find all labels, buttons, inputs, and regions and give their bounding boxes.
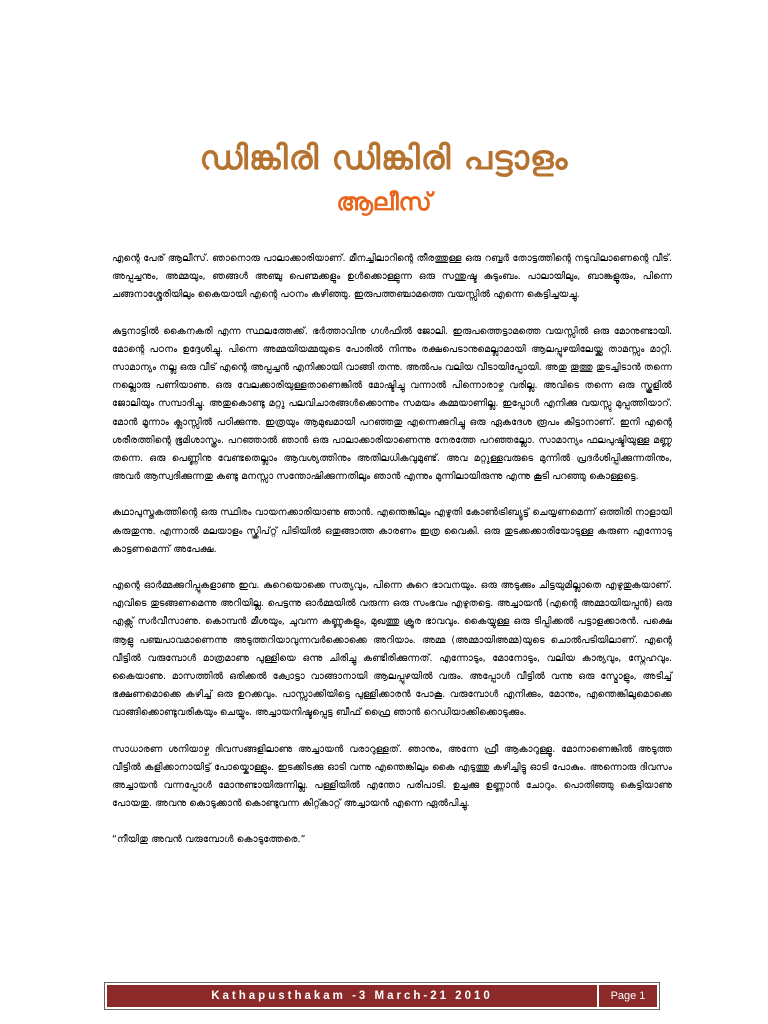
author-name: ആലീസ് bbox=[336, 188, 432, 216]
paragraph: സാധാരണ ശനിയാഴ്ച ദിവസങ്ങളിലാണു അച്ചായൻ വരാറുള്ളത്. ഞാനും, അന്നേ ഫ്രീ ആകാറുള്ളൂ. മോനാണെങ്കിൽ അടുത്ത വീട്ടിൽ കളിക്കാനായിട്ട് പോയ്കൊള്ളും. ഇടക്കിടക്കു ഓടി വന്നു എന്തെങ്കിലും കൈ എടുത്തു കഴിച്ചിട്ടു ഓടി പോകും. അന്നൊരു ദിവസം അച്ചായൻ വന്നപ്പോൾ മോനുണ്ടായിരുന്നില്ല. പള്ളിയിൽ എന്തോ പരിപാടി. ഉച്ചക്കു ഉണ്ണാൻ ചോറും. പൊതിഞ്ഞു കെട്ടിയാണു പോയതു. അവനു കൊടുക്കാൻ കൊണ്ടുവന്ന കിറ്റ്കാറ്റ് അച്ചായൻ എന്നെ ഏൽപിച്ചു. bbox=[112, 743, 672, 810]
dialogue-quote: “നീയിതു അവൻ വരുമ്പോൾ കൊടുത്തേരെ.” bbox=[112, 834, 306, 846]
paragraph: കഥാപുസ്തകത്തിന്റെ ഒരു സ്ഥിരം വായനക്കാരിയാണു ഞാൻ. എന്തെങ്കിലും എഴുതി കോൺട്രിബ്യൂട്ട് ചെയ്യണമെന്ന് ഒത്തിരി നാളായി കരുതുന്നു. എന്നാൽ മലയാളം സ്ക്രിപ്റ്റ് പിടിയിൽ ഒതുങ്ങാത്ത കാരണം ഇത്ര വൈകി. ഒരു തുടക്കക്കാരിയോടുള്ള കരുണ എന്നോടു കാട്ടണമെന്ന് അപേക്ഷ. bbox=[112, 507, 672, 555]
paragraph: എന്റെ പേര് ആലീസ്. ഞാനൊരു പാലാക്കാരിയാണ്. മീനച്ചിലാറിന്റെ തീരത്തുള്ള ഒരു റബ്ബർ തോട്ടത്തിന്റെ നടുവിലാണെന്റെ വീട്. അപ്പച്ചനും, അമ്മയും, ഞങ്ങൾ അഞ്ചു പെണ്മക്കളും ഉൾക്കൊള്ളുന്ന ഒരു സന്തുഷ്ട കുടുംബം. പാലായിലും, ബാങ്കളൂരും, പിന്നെ ചങ്ങനാശ്ശേരിയിലും കൈയായി എന്റെ പഠനം കഴിഞ്ഞു. ഇരുപത്തഞ്ചാമത്തെ വയസ്സിൽ എന്നെ കെട്ടിച്ചയച്ചു. bbox=[112, 253, 672, 301]
page-number: Page 1 bbox=[597, 985, 657, 1007]
publication-label: Kathapusthakam -3 March-21 2010 bbox=[107, 985, 597, 1007]
story-title: ഡിങ്കിരി ഡിങ്കിരി പട്ടാളം bbox=[199, 138, 569, 177]
page-footer bbox=[104, 982, 660, 1010]
paragraph: കുട്ടനാട്ടിൽ കൈനകരി എന്ന സ്ഥലത്തേക്ക്. ഭർത്താവിനു ഗൾഫിൽ ജോലി. ഇരുപത്തെട്ടാമത്തെ വയസ്സിൽ ഒരു മോനുണ്ടായി. മോന്റെ പഠനം ഉദ്ദേശിച്ചു. പിന്നെ അമ്മയിയമ്മയുടെ പോരിൽ നിന്നും രക്ഷപെടാനുമെല്ലാമായി ആലപ്പുഴയിലേയ്ക്കു താമസ്സം മാറ്റി. സാമാന്യം നല്ല ഒരു വീട് എന്റെ അപ്പച്ചൻ എനിക്കായി വാങ്ങി തന്നു. അൽപം വലിയ വീടായിപ്പോയി. അതു തൂത്തു തുടച്ചിടാൻ തന്നെ നല്ലൊരു പണിയാണു. ഒരു വേലക്കാരിയുള്ളതാണെങ്കിൽ മോഷ്ടിച്ചു വന്നാൽ പിന്നൊരാഴ്ച വരില്ല. അവിടെ തന്നെ ഒരു സ്കൂളിൽ ജോലിയും സമ്പാദിച്ചു. അതുകൊണ്ടു മറ്റു പലവിചാരങ്ങൾക്കൊന്നും സമയം കമ്മയാണില്ല. ഇപ്പോൾ എനിക്കു വയസ്സു മുപ്പത്തിയാറ്. മോൻ മൂന്നാം ക്ലാസ്സിൽ പഠിക്കുന്നു. ഇത്രയും ആമുഖമായി പറഞ്ഞതു എന്നെക്കുറിച്ചു ഒരു ഏകദേശ രൂപം കിട്ടാനാണ്. ഇനി എന്റെ ശരീരത്തിന്റെ ഭൂമിശാസ്ത്രം. പറഞ്ഞാൽ ഞാൻ ഒരു പാലാക്കാരിയാണെന്നു നേരത്തേ പറഞ്ഞല്ലോ. സാമാന്യം ഫലപുഷ്ടിയുള്ള മണ്ണു തന്നെ. ഒരു പെണ്ണിനു വേണ്ടതെല്ലാം ആവശ്യത്തിനും അതിലധികവുമുണ്ട്. അവ മറ്റുള്ളവരുടെ മുന്നിൽ പ്രദർശിപ്പിക്കുന്നതിനും, അവർ ആസ്വദിക്കുന്നതു കണ്ടു മനസ്സാ സന്തോഷിക്കുന്നതിലും ഞാൻ എന്നും മുന്നിലായിരുന്നു എന്നു കൂടി പറഞ്ഞു കൊള്ളട്ടെ. bbox=[112, 325, 672, 483]
paragraph: എന്റെ ഓർമ്മക്കുറിപ്പുകളാണു ഇവ. കുറെയൊക്കെ സത്യവും, പിന്നെ കുറെ ഭാവനയും. ഒരു അടുക്കും ചിട്ടയുമില്ലാതെ എഴുതുകയാണ്. എവിടെ തുടങ്ങണമെന്നു അറിയില്ല. പെട്ടന്നു ഓർമ്മയിൽ വരുന്ന ഒരു സംഭവം എഴുതട്ടെ. അച്ചായൻ (എന്റെ അമ്മായിയപ്പൻ) ഒരു എക്സ് സർവീസാണു. കൊമ്പൻ മീശയും, ചുവന്ന കണ്ണുകളും, മുഖത്തു ക്രൂര ഭാവവും. കൈയ്യുള്ള ഒരു ടിപ്പിക്കൽ പട്ടാളക്കാരൻ. പക്ഷെ ആളു പഞ്ചപാവമാണെന്നു അടുത്തറിയാവുന്നവർക്കൊക്കെ അറിയാം. അമ്മ (അമ്മായിഅമ്മ)യുടെ ചൊൽപടിയിലാണ്. എന്റെ വീട്ടിൽ വരുമ്പോൾ മാത്രമാണു പുള്ളിയെ ഒന്നു ചിരിച്ചു കണ്ടിരിക്കുന്നത്. എന്നോടും, മോനോടും, വലിയ കാര്യവും, സ്നേഹവും. കൈയാണു. മാസത്തിൽ ഒരിക്കൽ ക്വോട്ടാ വാങ്ങാനായി ആലപ്പുഴയിൽ വരും. അപ്പോൾ വീട്ടിൽ വന്നു ഒരു സ്മോളും, അടിച്ച് ഭക്ഷണമൊക്കെ കഴിച്ച് ഒരു ഉറക്കവും. പാസ്സാക്കിയിട്ടെ പുള്ളിക്കാരൻ പോകൂ. വരുമ്പോൾ എനിക്കും, മോനും, എന്തെങ്കിലുമൊക്കെ വാങ്ങിക്കൊണ്ടുവരികയും ചെയ്യും. അച്ചായനിഷ്ടപ്പെട്ട ബീഫ് ഫ്രൈ ഞാൻ റെഡിയാക്കിക്കൊടുക്കും. bbox=[112, 580, 672, 719]
story-body bbox=[112, 250, 672, 850]
